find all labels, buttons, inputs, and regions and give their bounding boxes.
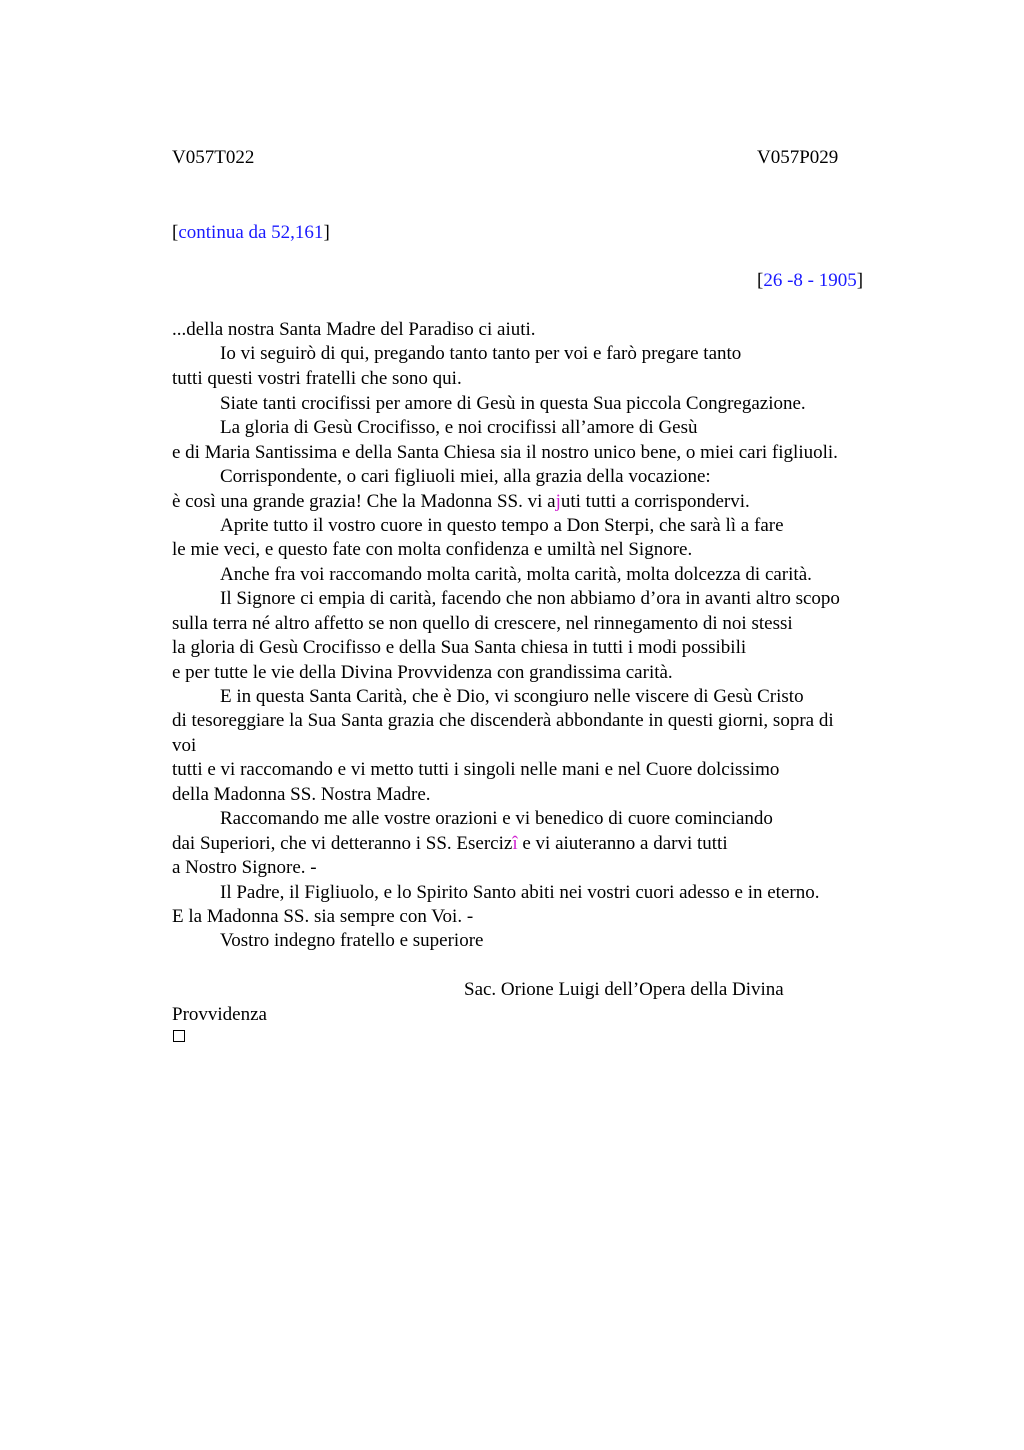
signature-line: Sac. Orione Luigi dell’Opera della Divina xyxy=(464,979,784,1000)
body-line xyxy=(172,490,750,514)
document-code-left: V057T022 xyxy=(172,147,255,168)
body-line: Corrispondente, o cari figliuoli miei, alla grazia della vocazione: xyxy=(220,466,711,487)
body-line: Io vi seguirò di qui, pregando tanto tanto per voi e farò pregare tanto xyxy=(220,343,742,364)
body-line: e per tutte le vie della Divina Provvidenza con grandissima carità. xyxy=(172,662,673,683)
editorial-mark: j xyxy=(555,491,561,512)
body-line: Aprite tutto il vostro cuore in questo tempo a Don Sterpi, che sarà lì a fare xyxy=(220,515,784,536)
body-line: la gloria di Gesù Crocifisso e della Sua Santa chiesa in tutti i modi possibili xyxy=(172,637,747,658)
body-line: a Nostro Signore. - xyxy=(172,857,317,878)
body-line: voi xyxy=(172,735,197,756)
end-marker-box xyxy=(173,1030,185,1042)
bracket-open: [ xyxy=(757,270,764,291)
body-line: Raccomando me alle vostre orazioni e vi benedico di cuore cominciando xyxy=(220,808,773,829)
body-line: sulla terra né altro affetto se non quello di crescere, nel rinnegamento di noi stessi xyxy=(172,613,793,634)
body-line: della Madonna SS. Nostra Madre. xyxy=(172,784,431,805)
continuation-link[interactable]: continua da 52,161 xyxy=(178,222,324,243)
body-line: Anche fra voi raccomando molta carità, molta carità, molta dolcezza di carità. xyxy=(220,564,812,585)
text-segment: uti tutti a corrispondervi. xyxy=(560,491,750,512)
body-line: Il Padre, il Figliuolo, e lo Spirito Santo abiti nei vostri cuori adesso e in eterno. xyxy=(220,882,820,903)
body-line: e di Maria Santissima e della Santa Chiesa sia il nostro unico bene, o miei cari figliuoli. xyxy=(172,442,838,463)
body-line: tutti e vi raccomando e vi metto tutti i singoli nelle mani e nel Cuore dolcissimo xyxy=(172,759,780,780)
body-line: Il Signore ci empia di carità, facendo che non abbiamo d’ora in avanti altro scopo xyxy=(220,588,840,609)
body-line xyxy=(172,832,728,856)
document-code-right: V057P029 xyxy=(757,147,839,168)
text-segment: è così una grande grazia! Che la Madonna SS. vi a xyxy=(172,491,556,512)
body-line: ...della nostra Santa Madre del Paradiso ci aiuti. xyxy=(172,319,536,340)
letter-date xyxy=(757,269,863,293)
bracket-close: ] xyxy=(856,270,864,291)
body-line: le mie veci, e questo fate con molta confidenza e umiltà nel Signore. xyxy=(172,539,693,560)
body-line: Siate tanti crocifissi per amore di Gesù in questa Sua piccola Congregazione. xyxy=(220,393,806,414)
bracket-close: ] xyxy=(323,222,330,243)
bracket-open: [ xyxy=(172,222,179,243)
date-text: 26 -8 - 1905 xyxy=(763,270,857,291)
body-line: tutti questi vostri fratelli che sono qui. xyxy=(172,368,462,389)
body-line: E la Madonna SS. sia sempre con Voi. - xyxy=(172,906,474,927)
body-line: E in questa Santa Carità, che è Dio, vi scongiuro nelle viscere di Gesù Cristo xyxy=(220,686,804,707)
text-segment: e vi aiuteranno a darvi tutti xyxy=(517,833,728,854)
signature-line-continued: Provvidenza xyxy=(172,1004,267,1025)
continuation-reference xyxy=(172,221,330,245)
text-segment: dai Superiori, che vi detteranno i SS. Eserciz xyxy=(172,833,513,854)
body-line: La gloria di Gesù Crocifisso, e noi crocifissi all’amore di Gesù xyxy=(220,417,698,438)
body-line: Vostro indegno fratello e superiore xyxy=(220,930,484,951)
body-line: di tesoreggiare la Sua Santa grazia che discenderà abbondante in questi giorni, sopra di xyxy=(172,710,834,731)
editorial-mark: î xyxy=(512,833,518,854)
